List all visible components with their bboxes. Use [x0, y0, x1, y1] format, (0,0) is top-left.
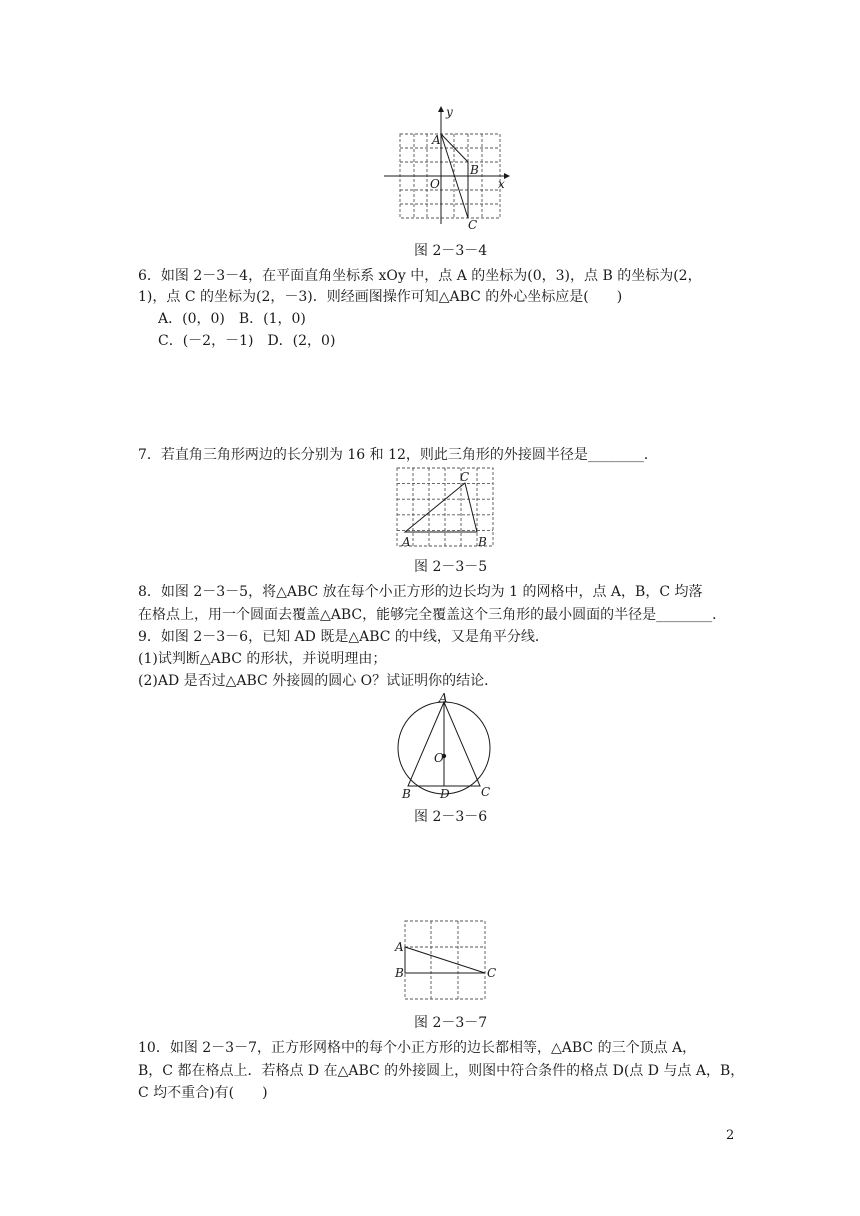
label-b: B [478, 535, 487, 549]
label-o: O [434, 751, 444, 765]
triangle-abc [405, 947, 485, 973]
caption-fig-2-3-7: 图 2－3－7 [414, 1015, 488, 1031]
q9-part-1: (1)试判断△ABC 的形状，并说明理由； [138, 651, 387, 667]
label-c: C [487, 966, 497, 980]
q6-options-c-d: C．(－2，－1) D．(2，0) [158, 333, 336, 349]
figure-2-3-6 [392, 692, 504, 804]
label-c: C [481, 785, 491, 799]
q6-line-2: 1)，点 C 的坐标为(2，－3)．则经画图操作可知△ABC 的外心坐标应是( ) [138, 289, 623, 305]
q10-line-3: C 均不重合)有( ) [138, 1085, 268, 1101]
label-c: C [460, 470, 470, 484]
label-c: C [468, 218, 478, 230]
q8-line-1: 8．如图 2－3－5，将△ABC 放在每个小正方形的边长均为 1 的网格中，点 A，B，C 均落 [138, 584, 703, 600]
q8-line-2: 在格点上，用一个圆面去覆盖△ABC，能够完全覆盖这个三角形的最小圆面的半径是________． [138, 607, 727, 623]
q7-text: 7．若直角三角形两边的长分别为 16 和 12，则此三角形的外接圆半径是________． [138, 447, 658, 463]
label-a: A [395, 940, 404, 954]
figure-2-3-4 [380, 104, 510, 230]
q10-line-2: B，C 都在格点上．若格点 D 在△ABC 的外接圆上，则图中符合条件的格点 D(点 D 与点 A，B， [138, 1063, 745, 1079]
label-x: x [498, 177, 505, 191]
figure-2-3-5 [392, 466, 496, 552]
q10-line-1: 10．如图 2－3－7，正方形网格中的每个小正方形的边长都相等，△ABC 的三个顶点 A， [138, 1040, 697, 1056]
label-d: D [440, 787, 450, 801]
label-a: A [432, 133, 441, 147]
caption-fig-2-3-5: 图 2－3－5 [414, 559, 488, 575]
label-a: A [439, 692, 448, 705]
figure-2-3-7 [392, 918, 504, 1004]
label-b: B [470, 163, 479, 177]
coordinate-axes [384, 106, 510, 224]
label-b: B [395, 966, 404, 980]
triangle-abc [405, 483, 477, 532]
caption-fig-2-3-6: 图 2－3－6 [414, 809, 488, 825]
q6-options-a-b: A．(0，0) B．(1，0) [158, 311, 306, 327]
caption-fig-2-3-4: 图 2－3－4 [414, 243, 488, 259]
q9-part-2: (2)AD 是否过△ABC 外接圆的圆心 O？试证明你的结论． [138, 673, 499, 689]
label-o: O [430, 177, 440, 191]
label-b: B [402, 787, 411, 801]
label-a: A [402, 535, 411, 549]
q9-line-1: 9．如图 2－3－6，已知 AD 既是△ABC 的中线，又是角平分线． [138, 629, 549, 645]
label-y: y [446, 105, 453, 119]
page-number: 2 [726, 1128, 735, 1143]
q6-line-1: 6．如图 2－3－4，在平面直角坐标系 xOy 中，点 A 的坐标为(0，3)，点 B 的坐标为(2， [138, 268, 702, 284]
